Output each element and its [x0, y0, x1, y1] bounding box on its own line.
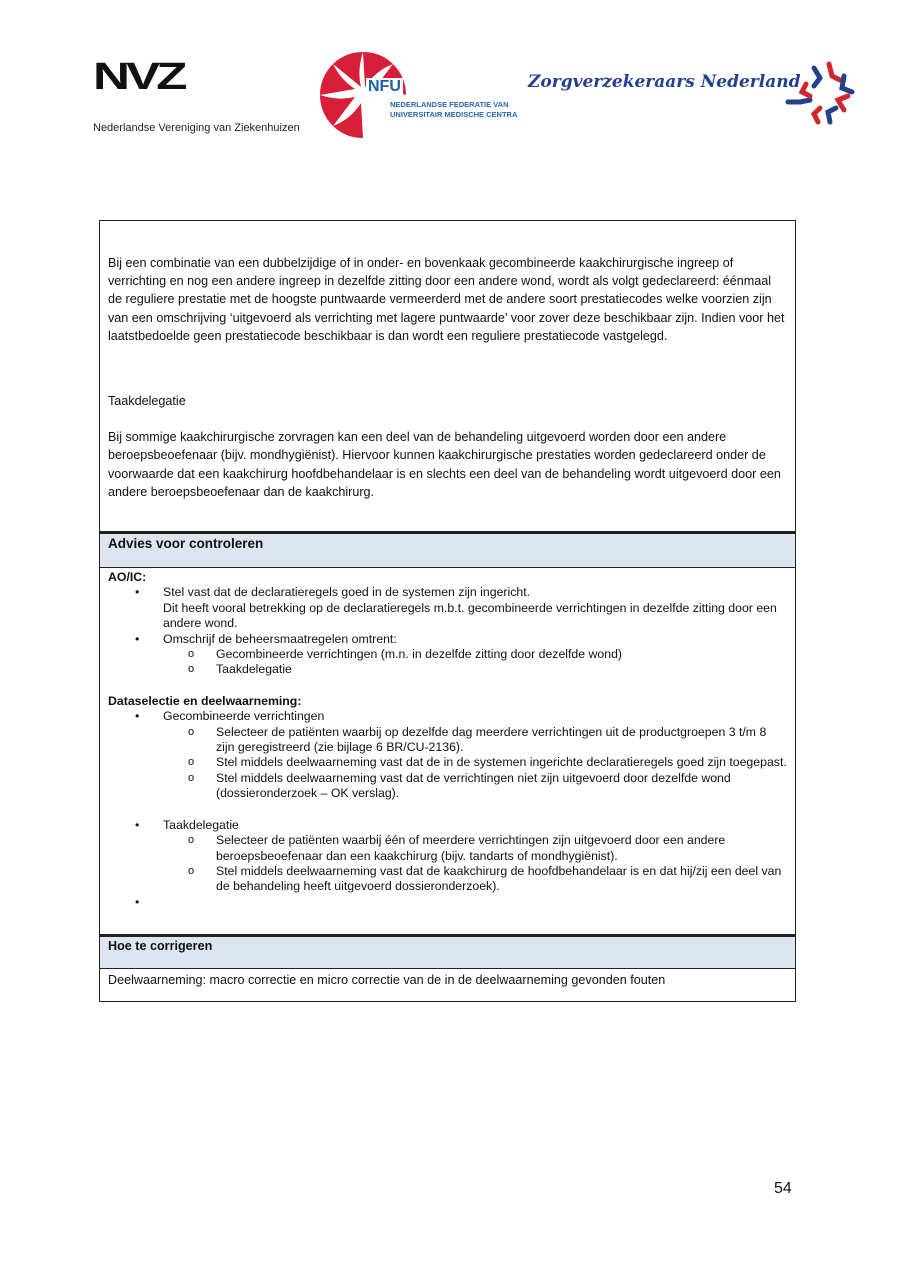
- nfu-logo-mark: NFU: [368, 78, 401, 95]
- aoic-label: AO/IC:: [108, 570, 147, 584]
- list-item: [108, 818, 787, 895]
- bullet-icon: •: [135, 631, 140, 646]
- data-label: Dataselectie en deelwaarneming:: [108, 693, 302, 708]
- nvz-logo-mark: NVZ: [93, 56, 184, 98]
- circle-bullet-icon: o: [188, 864, 195, 877]
- zn-logo-text: Zorgverzekeraars Nederland: [528, 72, 801, 92]
- circle-bullet-icon: o: [188, 663, 195, 676]
- advies-heading: Advies voor controleren: [100, 532, 795, 568]
- advies-cell: [100, 568, 795, 935]
- zn-figures-icon: [784, 56, 864, 126]
- content-table: [99, 220, 796, 1002]
- intro-paragraph-1: Bij een combinatie van een dubbelzijdige of in onder- en bovenkaak gecombineerde kaakchirurgische ingreep of verrichting en nog een andere ingreep in dezelfde zitting door een andere wond, wordt als volgt gedeclareerd: éénmaal de reguliere prestatie met de hoogste puntwaarde vermeerderd met de andere soort prestatiecodes welke voorzien zijn van een omschrijving ‘uitgevoerd als verrichting met lagere puntwaarde’ voor zover deze beschikbaar zijn. Indien voor het laatstbedoelde geen prestatiecode beschikbaar is dan wordt een reguliere prestatiecode vastgelegd.: [108, 256, 785, 343]
- page-number: 54: [774, 1180, 792, 1197]
- nvz-logo: [93, 56, 300, 134]
- circle-bullet-icon: o: [188, 771, 195, 784]
- circle-bullet-icon: o: [188, 648, 195, 661]
- sub-list-item-text: Stel middels deelwaarneming vast dat de in de systemen ingerichte declaratieregels goed zijn toegepast.: [216, 755, 787, 770]
- sub-list-item: [161, 771, 787, 802]
- sub-list-item-text: Taakdelegatie: [216, 662, 292, 677]
- circle-bullet-icon: o: [188, 834, 195, 847]
- sub-list-item: [161, 725, 787, 756]
- nfu-logo-line-1: NEDERLANDSE FEDERATIE VAN: [390, 100, 509, 109]
- sub-list-item: [161, 833, 787, 864]
- intro-paragraph-2: Bij sommige kaakchirurgische zorvragen kan een deel van de behandeling uitgevoerd worden door een andere beroepsbeoefenaar (bijv. mondhygiënist). Hiervoor kunnen kaakchirurgische prestaties worden gedeclareerd onder de voorwaarde dat een kaakchirurg hoofdbehandelaar is en slechts een deel van de behandeling wordt uitgevoerd door een andere beroepsbeoefenaar dan de kaakchirurg.: [108, 430, 781, 499]
- data-list: [108, 709, 787, 911]
- aoic-list: [108, 585, 787, 677]
- circle-bullet-icon: o: [188, 756, 195, 769]
- sub-list-item: [161, 864, 787, 895]
- circle-bullet-icon: o: [188, 725, 195, 738]
- correct-text: Deelwaarneming: macro correctie en micro correctie van de in de deelwaarneming gevonden fouten: [108, 973, 666, 987]
- sub-list-item-text: Selecteer de patiënten waarbij op dezelfde dag meerdere verrichtingen uit de productgroepen 3 t/m 8 zijn geregistreerd (zie bijlage 6 BR/CU-2136).: [216, 724, 767, 755]
- list-item-text: Gecombineerde verrichtingen: [163, 709, 325, 724]
- nfu-logo-line-2: UNIVERSITAIR MEDISCHE CENTRA: [390, 110, 518, 119]
- intro-subheading: Taakdelegatie: [108, 394, 186, 409]
- list-item-text: Stel vast dat de declaratieregels goed in de systemen zijn ingericht.: [163, 585, 531, 600]
- sub-list-item-text: Selecteer de patiënten waarbij één of meerdere verrichtingen zijn uitgevoerd door een andere beroepsbeoefenaar dan een kaakchirurg (bijv. tandarts of mondhygiënist).: [216, 833, 726, 863]
- sub-list: [163, 725, 787, 802]
- sub-list-item: [161, 755, 787, 770]
- empty-list-item: [108, 895, 787, 912]
- bullet-icon: •: [135, 585, 140, 600]
- nvz-logo-text: Nederlandse Vereniging van Ziekenhuizen: [93, 122, 300, 134]
- correct-heading: Hoe te corrigeren: [100, 935, 795, 969]
- sub-list-item-text: Gecombineerde verrichtingen (m.n. in dezelfde zitting door dezelfde wond): [216, 647, 623, 662]
- bullet-icon: •: [135, 817, 140, 832]
- sub-list-item-text: Stel middels deelwaarneming vast dat de verrichtingen niet zijn uitgevoerd door dezelfde wond (dossieronderzoek – OK verslag).: [216, 770, 731, 801]
- nfu-logo-text: [390, 100, 517, 120]
- list-item-text: Omschrijf de beheersmaatregelen omtrent:: [163, 631, 397, 646]
- list-item-text: Taakdelegatie: [163, 817, 239, 832]
- sub-list: [163, 833, 787, 895]
- sub-list-item: [161, 662, 787, 677]
- bullet-icon: •: [135, 709, 140, 724]
- list-item: [108, 585, 787, 631]
- sub-list-item-text: Stel middels deelwaarneming vast dat de kaakchirurg de hoofdbehandelaar is en dat hij/zij een deel van de behandeling heeft uitgevoerd dossieronderzoek).: [216, 863, 782, 894]
- list-item-continuation: Dit heeft vooral betrekking op de declaratieregels m.b.t. gecombineerde verrichtingen in dezelfde zitting door een andere wond.: [163, 600, 777, 631]
- sub-list-item: [161, 647, 787, 662]
- intro-cell: [100, 221, 795, 532]
- list-item: [108, 709, 787, 801]
- nfu-logo: [318, 50, 518, 140]
- list-item: [108, 632, 787, 678]
- sub-list: [163, 647, 787, 678]
- bullet-icon: •: [135, 894, 140, 909]
